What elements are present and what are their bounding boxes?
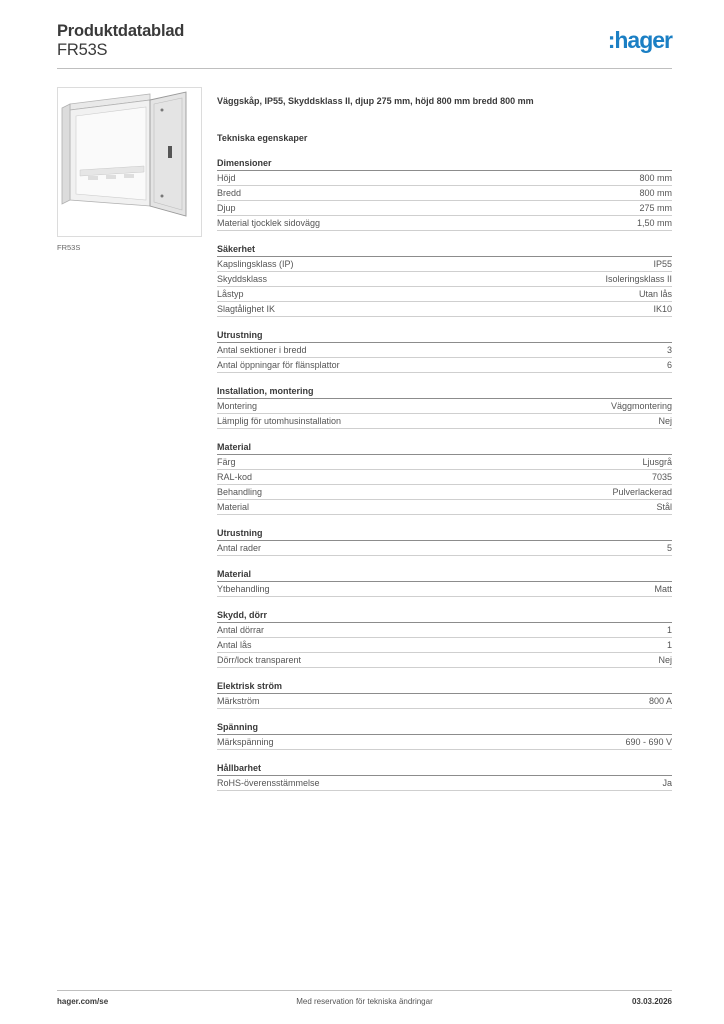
spec-row xyxy=(217,500,672,515)
spec-row xyxy=(217,343,672,358)
spec-value: Nej xyxy=(658,655,672,665)
spec-section xyxy=(217,384,672,429)
spec-value: 275 mm xyxy=(639,203,672,213)
spec-label: Ytbehandling xyxy=(217,584,270,594)
spec-label: Antal dörrar xyxy=(217,625,265,635)
technical-properties-heading: Tekniska egenskaper xyxy=(217,133,308,143)
spec-label: Djup xyxy=(217,203,236,213)
section-title: Elektrisk ström xyxy=(217,679,672,694)
spec-label: RoHS-överensstämmelse xyxy=(217,778,320,788)
spec-section xyxy=(217,156,672,231)
spec-label: Skyddsklass xyxy=(217,274,268,284)
hager-logo: :hager xyxy=(607,27,672,53)
spec-row xyxy=(217,302,672,317)
spec-value: Stål xyxy=(656,502,672,512)
spec-label: Kapslingsklass (IP) xyxy=(217,259,294,269)
spec-label: Montering xyxy=(217,401,258,411)
spec-value: Isoleringsklass II xyxy=(605,274,672,284)
spec-section xyxy=(217,761,672,791)
spec-row xyxy=(217,582,672,597)
spec-value: 5 xyxy=(666,543,672,553)
section-title: Dimensioner xyxy=(217,156,672,171)
spec-label: Material tjocklek sidovägg xyxy=(217,218,321,228)
spec-value: 800 A xyxy=(648,696,672,706)
section-title: Installation, montering xyxy=(217,384,672,399)
spec-row xyxy=(217,272,672,287)
product-code: FR53S xyxy=(57,41,108,59)
spec-content xyxy=(217,94,672,791)
spec-row xyxy=(217,216,672,231)
footer-date: 03.03.2026 xyxy=(631,997,672,1006)
spec-value: 690 - 690 V xyxy=(625,737,672,747)
spec-label: Material xyxy=(217,502,250,512)
section-title: Material xyxy=(217,567,672,582)
section-title: Spänning xyxy=(217,720,672,735)
spec-label: Märkspänning xyxy=(217,737,274,747)
spec-label: Antal lås xyxy=(217,640,252,650)
page-header xyxy=(57,20,672,70)
spec-value: Nej xyxy=(658,416,672,426)
spec-label: Antal öppningar för flänsplattor xyxy=(217,360,340,370)
footer-disclaimer: Med reservation för tekniska ändringar xyxy=(296,997,433,1006)
document-title: Produktdatablad xyxy=(57,22,185,40)
spec-row xyxy=(217,358,672,373)
spec-value: 1 xyxy=(666,625,672,635)
section-title: Skydd, dörr xyxy=(217,608,672,623)
spec-label: Antal sektioner i bredd xyxy=(217,345,307,355)
spec-section xyxy=(217,440,672,515)
spec-row xyxy=(217,776,672,791)
spec-row xyxy=(217,638,672,653)
spec-section xyxy=(217,242,672,317)
spec-value: Väggmontering xyxy=(610,401,672,411)
spec-value: 1 xyxy=(666,640,672,650)
spec-row xyxy=(217,541,672,556)
spec-value: Matt xyxy=(654,584,672,594)
product-description: Väggskåp, IP55, Skyddsklass II, djup 275 mm, höjd 800 mm bredd 800 mm xyxy=(217,96,534,106)
spec-row xyxy=(217,470,672,485)
spec-value: IP55 xyxy=(653,259,672,269)
spec-label: Höjd xyxy=(217,173,236,183)
section-title: Utrustning xyxy=(217,526,672,541)
section-title: Utrustning xyxy=(217,328,672,343)
spec-section xyxy=(217,608,672,668)
spec-row xyxy=(217,735,672,750)
page-footer xyxy=(57,997,672,1011)
spec-label: Märkström xyxy=(217,696,260,706)
spec-value: Ja xyxy=(662,778,672,788)
product-image xyxy=(57,87,202,237)
spec-label: Färg xyxy=(217,457,236,467)
section-title: Material xyxy=(217,440,672,455)
spec-row xyxy=(217,623,672,638)
spec-label: Dörr/lock transparent xyxy=(217,655,302,665)
image-caption: FR53S xyxy=(57,243,81,252)
spec-label: Behandling xyxy=(217,487,263,497)
spec-value: Utan lås xyxy=(638,289,672,299)
spec-row xyxy=(217,201,672,216)
spec-row xyxy=(217,257,672,272)
spec-row xyxy=(217,171,672,186)
section-title: Hållbarhet xyxy=(217,761,672,776)
spec-section xyxy=(217,526,672,556)
spec-value: 1,50 mm xyxy=(636,218,672,228)
spec-value: 7035 xyxy=(651,472,672,482)
spec-label: Låstyp xyxy=(217,289,244,299)
spec-value: 800 mm xyxy=(639,188,672,198)
spec-section xyxy=(217,567,672,597)
spec-section xyxy=(217,328,672,373)
spec-value: 800 mm xyxy=(639,173,672,183)
spec-row xyxy=(217,653,672,668)
spec-label: Lämplig för utomhusinstallation xyxy=(217,416,342,426)
footer-website: hager.com/se xyxy=(57,997,109,1006)
spec-row xyxy=(217,414,672,429)
spec-row xyxy=(217,287,672,302)
spec-value: Ljusgrå xyxy=(642,457,672,467)
spec-label: Antal rader xyxy=(217,543,262,553)
header-divider xyxy=(57,68,672,69)
spec-label: Slagtålighet IK xyxy=(217,304,276,314)
spec-row xyxy=(217,485,672,500)
spec-label: RAL-kod xyxy=(217,472,253,482)
spec-row xyxy=(217,455,672,470)
spec-row xyxy=(217,186,672,201)
spec-row xyxy=(217,399,672,414)
footer-divider xyxy=(57,990,672,991)
spec-value: IK10 xyxy=(653,304,672,314)
spec-sections xyxy=(217,156,672,791)
spec-section xyxy=(217,679,672,709)
spec-row xyxy=(217,694,672,709)
section-title: Säkerhet xyxy=(217,242,672,257)
spec-value: 6 xyxy=(666,360,672,370)
spec-value: 3 xyxy=(666,345,672,355)
spec-section xyxy=(217,720,672,750)
spec-label: Bredd xyxy=(217,188,242,198)
spec-value: Pulverlackerad xyxy=(612,487,672,497)
